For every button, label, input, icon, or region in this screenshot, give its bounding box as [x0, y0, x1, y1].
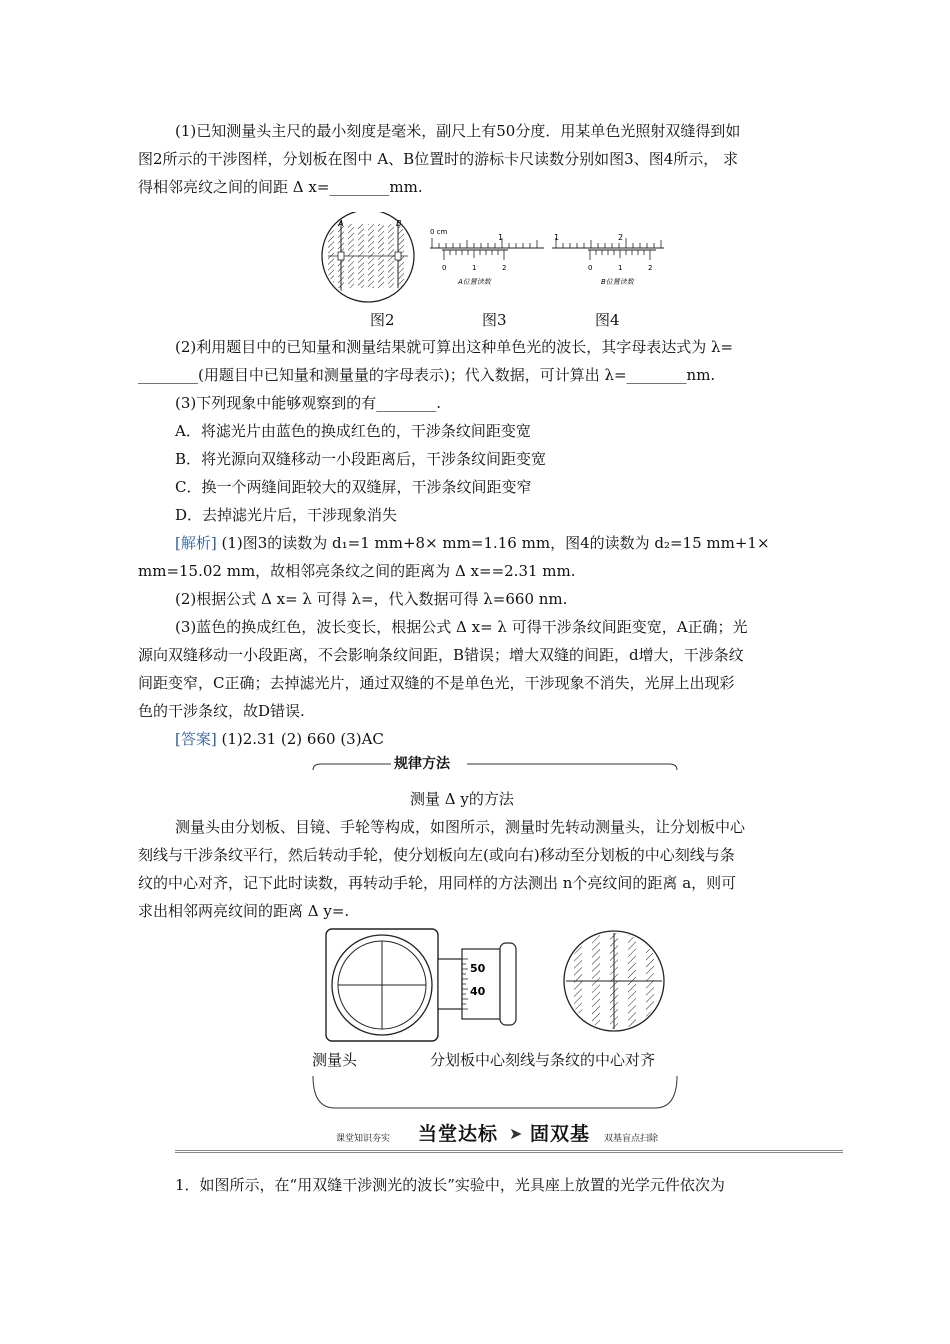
caption-reticle: 分划板中心刻线与条纹的中心对齐	[430, 1051, 656, 1069]
label-a: A	[338, 219, 344, 228]
method-line-3: 纹的中心对齐，记下此时读数，再转动手轮，用同样的方法测出 n个亮纹间的距离 a，则可	[138, 874, 737, 892]
fig2-interference-pattern	[322, 212, 414, 302]
analysis-text-1: (1)图3的读数为 d₁=1 mm+8× mm=1.16 mm，图4的读数为 d₂=15 mm+1×	[216, 534, 770, 552]
fig3-main-1: 1	[498, 233, 504, 242]
method-banner: 规律方法	[394, 756, 450, 772]
answer-tag: [答案]	[175, 730, 217, 748]
q3-stem: (3)下列现象中能够观察到的有________.	[175, 394, 442, 412]
analysis-line-7: 色的干涉条纹，故D错误.	[138, 702, 305, 720]
caption-measuring-head: 测量头	[312, 1051, 358, 1069]
q2-line-2: ________(用题目中已知量和测量量的字母表示)；代入数据，可计算出 λ=________nm.	[138, 366, 716, 384]
analysis-tag: [解析]	[175, 534, 217, 552]
exercise-line-1: 1．如图所示，在“用双缝干涉测光的波长”实验中，光具座上放置的光学元件依次为	[175, 1176, 725, 1194]
fig4-vern-2: 2	[648, 264, 653, 272]
q1-line-2: 图2所示的干涉图样，分划板在图中 A、B位置时的游标卡尺读数分别如图3、图4所示， 求	[138, 150, 739, 168]
measuring-head	[326, 929, 516, 1041]
analysis-line-2: mm=15.02 mm，故相邻亮条纹之间的距离为 Δ x==2.31 mm.	[138, 562, 576, 580]
fig3-caption: A位置读数	[458, 278, 491, 286]
figures-2-3-4	[318, 212, 668, 312]
section-title-a: 当堂达标	[418, 1123, 499, 1145]
fig4-caption: B位置读数	[601, 278, 634, 286]
q1-line-3: 得相邻亮纹之间的间距 Δ x=________mm.	[138, 178, 423, 196]
fig4-vern-0: 0	[588, 264, 593, 272]
analysis-line-4: (3)蓝色的换成红色，波长变长，根据公式 Δ x= λ 可得干涉条纹间距变宽，A正确；光	[175, 618, 748, 636]
method-line-2: 刻线与干涉条纹平行，然后转动手轮，使分划板向左(或向右)移动至分划板的中心刻线与条	[138, 846, 735, 864]
answer-text: (1)2.31 (2) 660 (3)AC	[216, 730, 384, 748]
method-line-1: 测量头由分划板、目镜、手轮等构成，如图所示，测量时先转动测量头，让分划板中心	[175, 818, 746, 836]
analysis-line-6: 间距变窄，C正确；去掉滤光片，通过双缝的不是单色光，干涉现象不消失，光屏上出现彩	[138, 674, 735, 692]
fig3-label: 图3	[482, 311, 507, 329]
q3-option-b: B．将光源向双缝移动一小段距离后，干涉条纹间距变宽	[175, 450, 547, 468]
measuring-head-figure	[320, 925, 700, 1043]
fig2-label: 图2	[370, 311, 395, 329]
q3-option-d: D．去掉滤光片后，干涉现象消失	[175, 506, 398, 524]
section-right-small: 双基盲点扫除	[604, 1134, 659, 1144]
answer-line	[175, 725, 384, 753]
q2-line-1: (2)利用题目中的已知量和测量结果就可算出这种单色光的波长，其字母表达式为 λ=	[175, 338, 734, 356]
section-divider	[175, 1150, 843, 1153]
fig4-vern-1: 1	[618, 264, 623, 272]
section-title-b: 固双基	[530, 1123, 591, 1145]
analysis-line-3: (2)根据公式 Δ x= λ 可得 λ=，代入数据可得 λ=660 nm.	[175, 590, 568, 608]
section-arrow-icon: ➤	[509, 1124, 523, 1143]
fig4-label: 图4	[595, 311, 620, 329]
fig3-main-0: 0 cm	[430, 228, 448, 236]
analysis-line-1	[175, 529, 770, 557]
analysis-line-5: 源向双缝移动一小段距离，不会影响条纹间距，B错误；增大双缝的间距，d增大，干涉条纹	[138, 646, 744, 664]
fig3-vern-1: 1	[472, 264, 477, 272]
fig3-vern-0: 0	[442, 264, 447, 272]
drum-label-50: 50	[470, 962, 486, 975]
q3-option-c: C．换一个两缝间距较大的双缝屏，干涉条纹间距变窄	[175, 478, 532, 496]
method-line-4: 求出相邻两亮纹间的距离 Δ y=.	[138, 902, 350, 920]
method-title: 测量 Δ y的方法	[410, 790, 514, 808]
fig4-vernier-b	[552, 233, 664, 286]
q3-option-a: A．将滤光片由蓝色的换成红色的，干涉条纹间距变宽	[175, 422, 531, 440]
drum-label-40: 40	[470, 985, 486, 998]
reticle-view	[560, 925, 670, 1043]
label-b: B	[396, 219, 402, 228]
section-left-small: 课堂知识夯实	[336, 1134, 391, 1144]
q1-line-1: (1)已知测量头主尺的最小刻度是毫米，副尺上有50分度．用某单色光照射双缝得到如	[175, 122, 741, 140]
fig4-main-1: 1	[554, 233, 560, 242]
fig3-vernier-a	[430, 228, 544, 286]
fig3-vern-2: 2	[502, 264, 507, 272]
fig4-main-2: 2	[618, 233, 624, 242]
